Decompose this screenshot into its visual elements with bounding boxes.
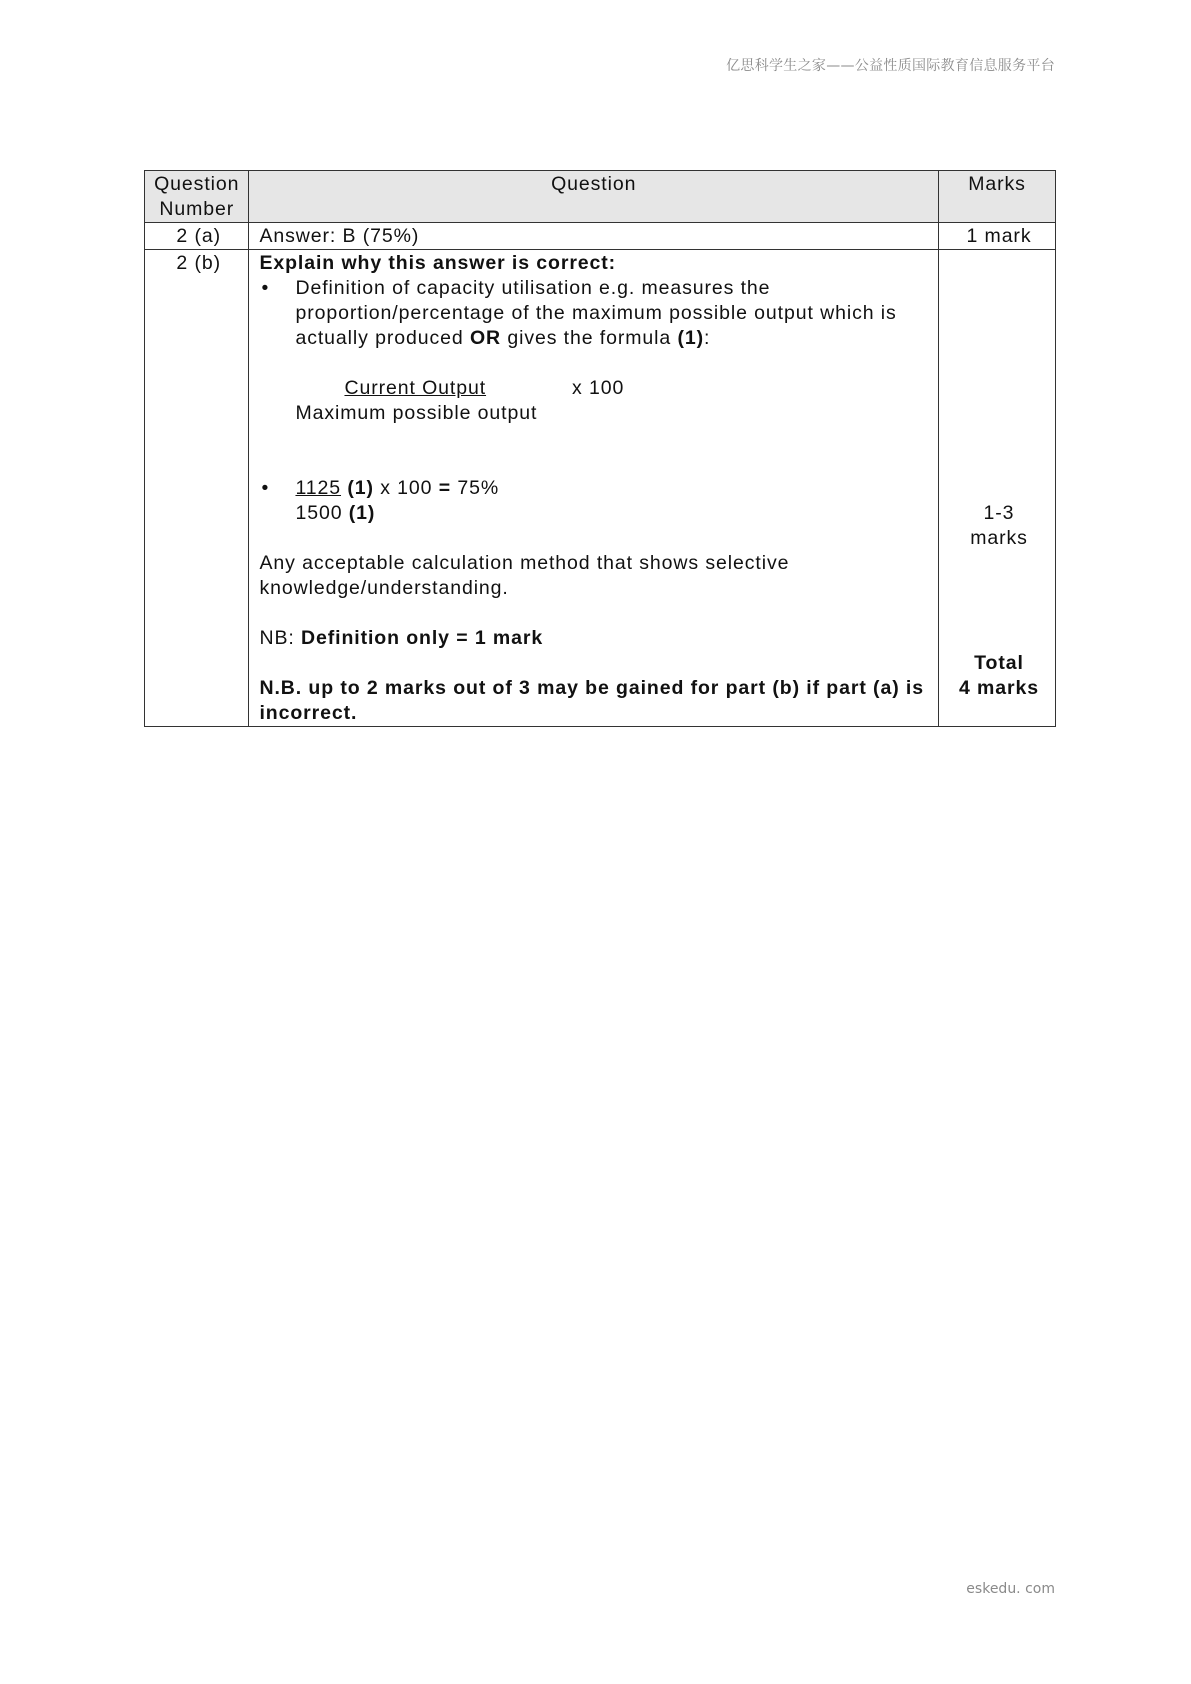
header-marks: Marks <box>938 171 1055 223</box>
formula-numerator: Current Output <box>344 377 487 399</box>
explain-heading: Explain why this answer is correct: <box>259 252 617 274</box>
mark-scheme-table <box>144 170 1056 727</box>
calc-numerator: 1125 <box>295 477 342 499</box>
marks-2a: 1 mark <box>938 223 1055 250</box>
formula-multiplier: x 100 <box>572 377 625 399</box>
marks-range: 1-3 <box>983 502 1015 524</box>
nb-label: NB: <box>259 627 295 649</box>
formula-denominator: Maximum possible output <box>295 402 538 424</box>
bullet-dot-icon: • <box>261 477 270 499</box>
question-number-2a: 2 (a) <box>145 223 249 250</box>
calc-denominator: 1500 <box>295 502 343 524</box>
table-row-2a <box>145 223 1056 250</box>
definition-text: Definition of capacity utilisation e.g. measures the proportion/percentage of the maximum possible output which is actually produced <box>295 277 897 349</box>
calc-result: 75% <box>457 477 500 499</box>
answer-2a: Answer: B (75%) <box>249 223 939 250</box>
definition-formula-text: gives the formula <box>507 327 672 349</box>
formula-numerator-line <box>259 376 932 401</box>
acceptable-method-text: Any acceptable calculation method that shows selective knowledge/understanding. <box>259 552 790 599</box>
nb-text: Definition only = 1 mark <box>301 627 544 649</box>
header-question: Question <box>249 171 939 223</box>
calc-times: x 100 <box>380 477 433 499</box>
bullet-dot-icon: • <box>261 277 270 299</box>
marks-cell-2b <box>938 250 1055 727</box>
calculation-top-line <box>295 476 932 501</box>
definition-mark: (1) <box>677 327 705 349</box>
nb2-text: N.B. up to 2 marks out of 3 may be gained for part (b) if part (a) is incorrect. <box>259 677 924 724</box>
calc-mark1: (1) <box>347 477 374 499</box>
question-number-2b: 2 (b) <box>145 250 249 727</box>
calc-equals: = <box>438 477 452 499</box>
marks-word: marks <box>970 527 1028 549</box>
total-label: Total <box>974 652 1024 674</box>
bullet-definition <box>259 276 932 351</box>
page-footer-text: eskedu. com <box>966 1581 1055 1597</box>
page-header-text: 亿思科学生之家——公益性质国际教育信息服务平台 <box>726 58 1055 74</box>
header-question-number: Question Number <box>145 171 249 223</box>
question-cell-2b <box>249 250 939 727</box>
calc-mark2: (1) <box>348 502 376 524</box>
total-marks: 4 marks <box>958 677 1039 699</box>
table-row-2b <box>145 250 1056 727</box>
bullet-calculation <box>259 476 932 526</box>
table-header-row <box>145 171 1056 223</box>
calculation-bottom-line <box>295 501 932 526</box>
definition-or: OR <box>469 327 502 349</box>
definition-colon: : <box>704 327 711 349</box>
nb-line <box>259 626 932 651</box>
